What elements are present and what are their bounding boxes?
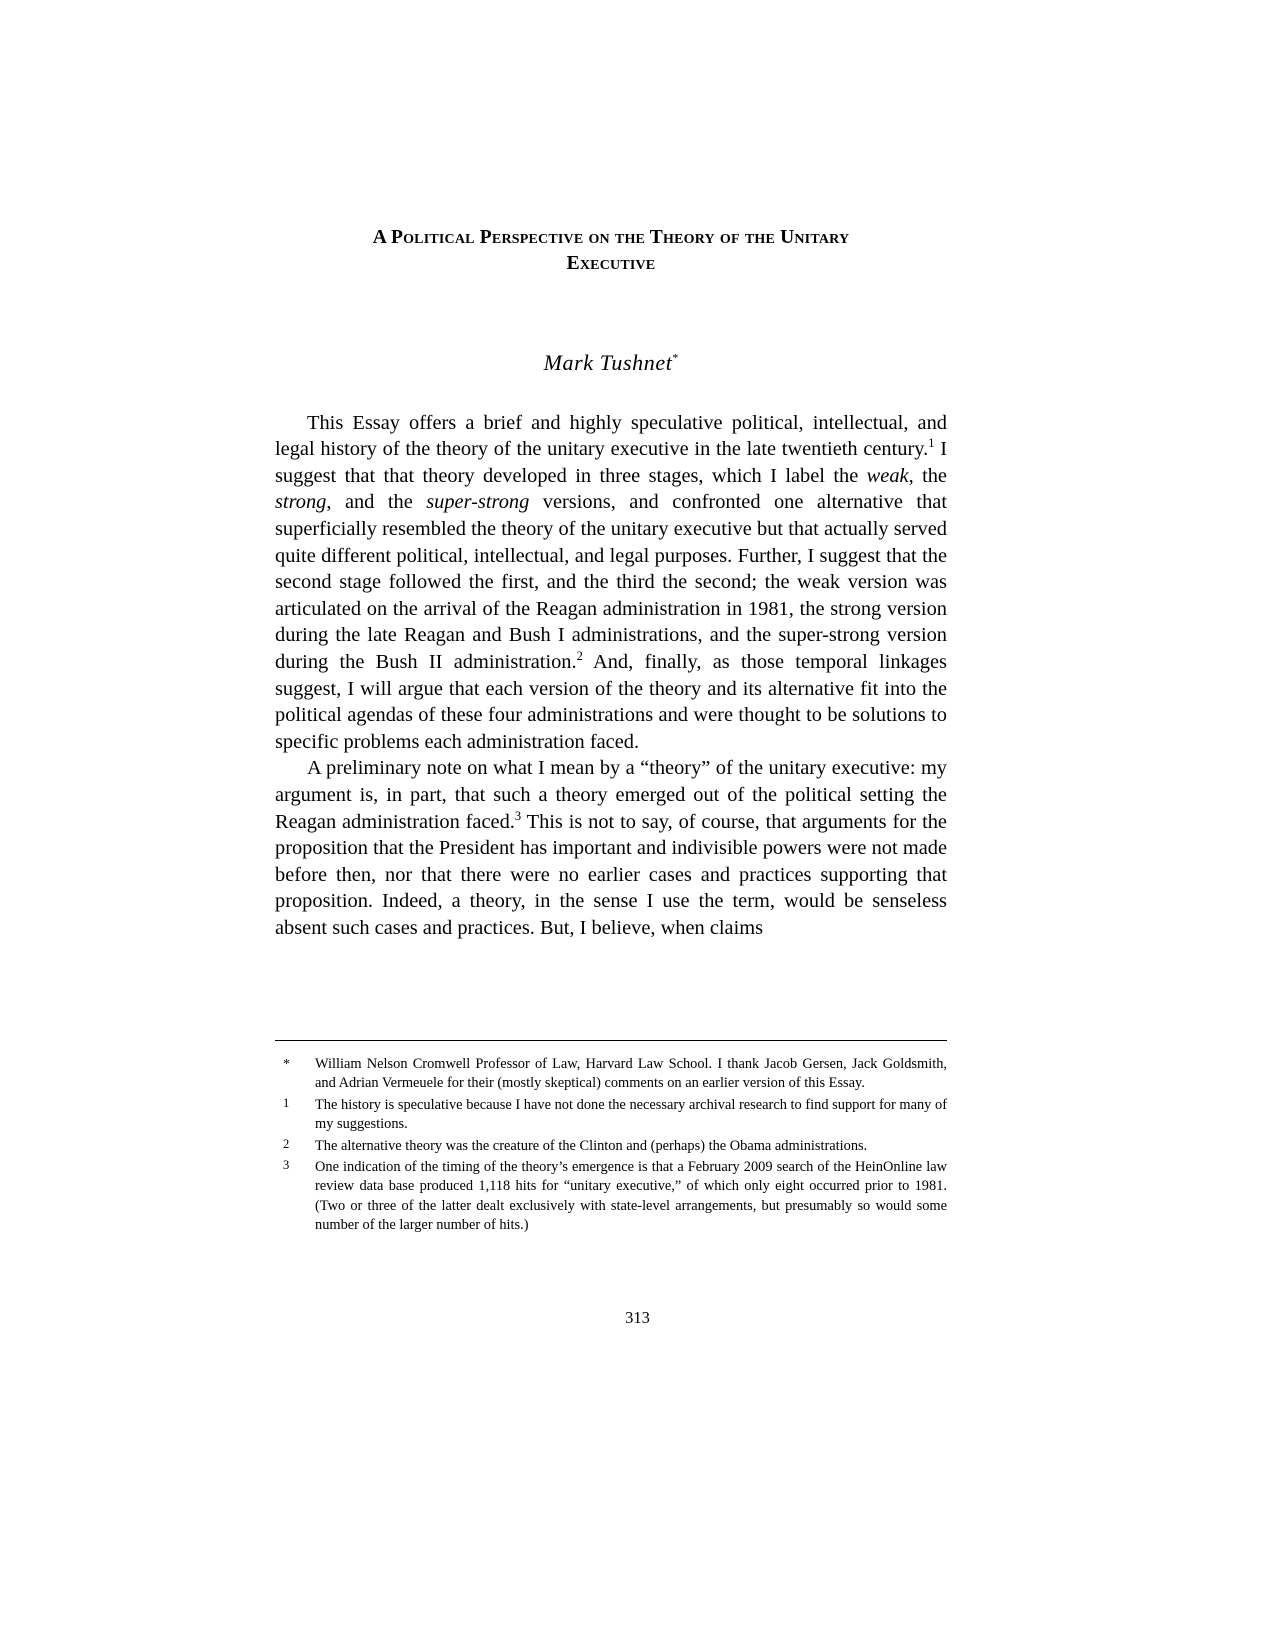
p1-part-b: I suggest that that theory developed in three stages, which I label the xyxy=(275,438,947,487)
page-title xyxy=(275,225,947,278)
page-number: 313 xyxy=(625,1308,650,1327)
footnote-item xyxy=(275,1055,947,1094)
footnote-marker: 2 xyxy=(283,1136,290,1151)
footnote-item xyxy=(275,1096,947,1135)
footnote-text: The alternative theory was the creature of the Clinton and (perhaps) the Obama administrations. xyxy=(315,1137,868,1154)
body-text xyxy=(275,410,947,942)
footnote-list xyxy=(275,1055,947,1236)
title-line-2: Executive xyxy=(566,253,656,275)
p1-part-c: , the xyxy=(908,464,947,487)
footnote-ref-3[interactable]: 3 xyxy=(514,808,522,823)
title-line-1: A Political Perspective on the Theory of the Unitary xyxy=(372,227,850,248)
footnote-marker: 1 xyxy=(283,1095,290,1110)
p1-part-f: And, finally, as those temporal linkages suggest, I will argue that each version of the theory and its alternative fit into the political agendas of these four administrations and were thought to be solutions to specific problems each administration faced. xyxy=(275,650,947,753)
footnote-ref-1[interactable]: 1 xyxy=(928,436,935,451)
author-name: Mark Tushnet xyxy=(543,349,673,375)
footnote-text: The history is speculative because I have not done the necessary archival research to find support for many of my suggestions. xyxy=(315,1096,947,1133)
footnote-marker: * xyxy=(283,1057,290,1072)
paragraph-1 xyxy=(275,410,947,756)
p2-part-b: This is not to say, of course, that arguments for the proposition that the President has important and indivisible powers were not made before then, nor that there were no earlier cases and practices supporting that proposition. Indeed, a theory, in the sense I use the term, would be senseless absent such cases and practices. But, I believe, when claims xyxy=(275,810,947,939)
p1-emphasis-strong: strong xyxy=(275,491,327,514)
author-footnote-marker: * xyxy=(672,350,679,365)
footnote-ref-2[interactable]: 2 xyxy=(576,649,583,664)
footnote-text: William Nelson Cromwell Professor of Law, Harvard Law School. I thank Jacob Gersen, Jack Goldsmith, and Adrian Vermeuele for their (mostly skeptical) comments on an earlier version of this Essay. xyxy=(315,1056,947,1092)
p1-part-e: versions, and confronted one alternative that superficially resembled the theory of the unitary executive but that actually served quite different political, intellectual, and legal purposes. Further, I suggest that the second stage followed the first, and the third the second; the weak version was articulated on the arrival of the Reagan administration in 1981, the strong version during the late Reagan and Bush I administrations, and the super-strong version during the Bush II administration. xyxy=(275,491,947,673)
article-content xyxy=(275,225,947,942)
p1-emphasis-superstrong: super-strong xyxy=(426,491,530,514)
footnotes-area xyxy=(275,1040,947,1238)
p2-part-a: A preliminary note on what I mean by a “theory” of the unitary executive: my argument is, in part, that such a theory emerged out of the political setting the Reagan administration faced. xyxy=(275,757,947,833)
p1-emphasis-weak: weak xyxy=(866,464,909,487)
footnote-separator-rule xyxy=(275,1040,947,1041)
author-byline xyxy=(275,350,947,376)
paragraph-2 xyxy=(275,755,947,941)
footnote-text: One indication of the timing of the theory’s emergence is that a February 2009 search of the HeinOnline law review data base produced 1,118 hits for “unitary executive,” of which only eight occurred prior to 1981. (Two or three of the latter dealt exclusively with state-level arrangements, but presumably so would some number of the larger number of hits.) xyxy=(315,1159,947,1234)
footnote-marker: 3 xyxy=(283,1158,290,1173)
p1-part-d: , and the xyxy=(326,491,427,514)
footnote-item xyxy=(275,1137,947,1156)
p1-part-a: This Essay offers a brief and highly speculative political, intellectual, and legal history of the theory of the unitary executive in the late twentieth century. xyxy=(275,411,947,461)
footnote-item xyxy=(275,1158,947,1236)
